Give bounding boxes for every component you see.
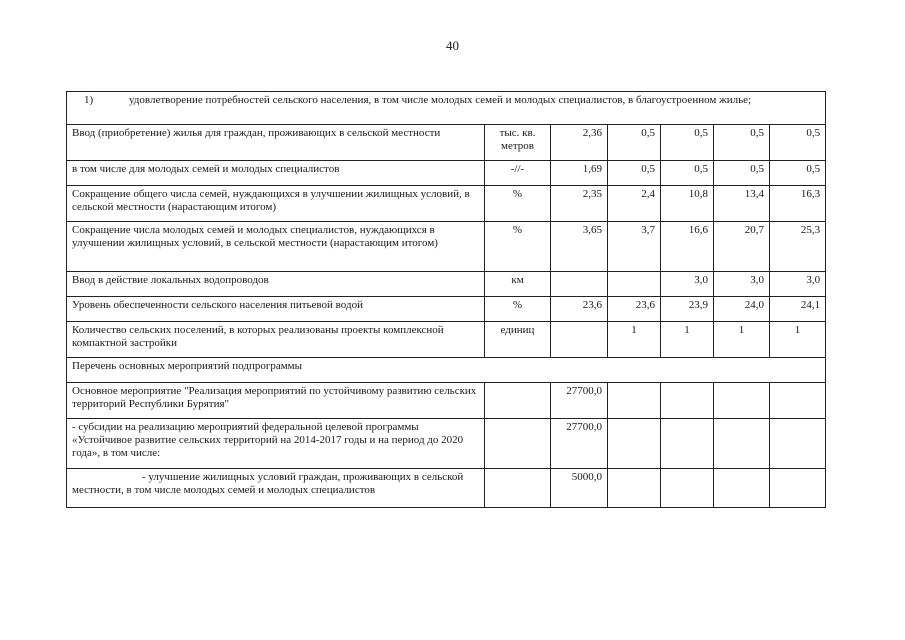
table-row [67, 419, 826, 469]
amount-cell: 5000,0 [551, 469, 608, 508]
indicator-name: в том числе для молодых семей и молодых специалистов [67, 161, 485, 186]
value-cell: 1 [714, 322, 770, 358]
value-cell: 23,9 [661, 297, 714, 322]
goal-row [67, 92, 826, 125]
value-cell: 3,0 [714, 272, 770, 297]
value-cell: 0,5 [661, 161, 714, 186]
value-cell: 20,7 [714, 222, 770, 272]
page-number: 40 [446, 38, 459, 53]
indicator-unit: % [485, 222, 551, 272]
indicator-unit: тыс. кв. метров [485, 125, 551, 161]
empty-cell [770, 419, 826, 469]
table-row [67, 322, 826, 358]
value-cell: 0,5 [770, 161, 826, 186]
amount-cell: 27700,0 [551, 419, 608, 469]
value-cell: 24,1 [770, 297, 826, 322]
goal-text: удовлетворение потребностей сельского населения, в том числе молодых семей и молодых специалистов, в благоустроенном жилье; [129, 94, 752, 106]
table-row [67, 272, 826, 297]
measure-name: - субсидии на реализацию мероприятий федеральной целевой программы «Устойчивое развитие сельских территорий на 2014-2017 годы и на период до 2020 года», в том числе: [67, 419, 485, 469]
measure-name: Основное мероприятие "Реализация мероприятий по устойчивому развитию сельских территорий Республики Бурятия" [67, 383, 485, 419]
indicator-name: Сокращение числа молодых семей и молодых специалистов, нуждающихся в улучшении жилищных условий, в сельской местности (нарастающим итогом) [67, 222, 485, 272]
table-row [67, 469, 826, 508]
empty-cell [770, 469, 826, 508]
empty-cell [661, 419, 714, 469]
empty-cell [485, 419, 551, 469]
value-cell: 1 [661, 322, 714, 358]
indicator-unit: % [485, 297, 551, 322]
empty-cell [770, 383, 826, 419]
amount-cell: 27700,0 [551, 383, 608, 419]
indicator-name: Сокращение общего числа семей, нуждающихся в улучшении жилищных условий, в сельской местности (нарастающим итогом) [67, 186, 485, 222]
value-cell: 23,6 [608, 297, 661, 322]
empty-cell [485, 383, 551, 419]
empty-cell [661, 469, 714, 508]
value-cell: 0,5 [661, 125, 714, 161]
indicator-unit: % [485, 186, 551, 222]
value-cell: 3,65 [551, 222, 608, 272]
value-cell: 0,5 [714, 125, 770, 161]
value-cell: 10,8 [661, 186, 714, 222]
value-cell: 0,5 [714, 161, 770, 186]
goal-cell [67, 92, 826, 125]
value-cell [551, 272, 608, 297]
value-cell: 1 [608, 322, 661, 358]
indicator-name: Ввод в действие локальных водопроводов [67, 272, 485, 297]
table-row [67, 125, 826, 161]
indicator-name: Уровень обеспеченности сельского населения питьевой водой [67, 297, 485, 322]
measure-name: - улучшение жилищных условий граждан, проживающих в сельской местности, в том числе молодых семей и молодых специалистов [72, 471, 464, 496]
empty-cell [714, 419, 770, 469]
value-cell: 23,6 [551, 297, 608, 322]
indicator-unit: -//- [485, 161, 551, 186]
value-cell: 1,69 [551, 161, 608, 186]
measure-cell [67, 469, 485, 508]
value-cell: 0,5 [770, 125, 826, 161]
value-cell: 0,5 [608, 161, 661, 186]
empty-cell [714, 383, 770, 419]
value-cell [551, 322, 608, 358]
value-cell: 3,7 [608, 222, 661, 272]
value-cell [608, 272, 661, 297]
section-title: Перечень основных мероприятий подпрограммы [67, 358, 826, 383]
value-cell: 1 [770, 322, 826, 358]
value-cell: 16,6 [661, 222, 714, 272]
value-cell: 3,0 [661, 272, 714, 297]
empty-cell [608, 383, 661, 419]
value-cell: 0,5 [608, 125, 661, 161]
indicator-name: Количество сельских поселений, в которых реализованы проекты комплексной компактной застройки [67, 322, 485, 358]
empty-cell [608, 419, 661, 469]
value-cell: 13,4 [714, 186, 770, 222]
table-row [67, 161, 826, 186]
indicator-unit: единиц [485, 322, 551, 358]
indicator-name: Ввод (приобретение) жилья для граждан, проживающих в сельской местности [67, 125, 485, 161]
goal-number: 1) [84, 94, 94, 106]
value-cell: 2,35 [551, 186, 608, 222]
indicators-table [66, 91, 826, 508]
table-row [67, 222, 826, 272]
section-row [67, 358, 826, 383]
table-row [67, 297, 826, 322]
table-row [67, 383, 826, 419]
value-cell: 2,36 [551, 125, 608, 161]
table-row [67, 186, 826, 222]
value-cell: 2,4 [608, 186, 661, 222]
empty-cell [608, 469, 661, 508]
value-cell: 25,3 [770, 222, 826, 272]
empty-cell [661, 383, 714, 419]
empty-cell [485, 469, 551, 508]
value-cell: 16,3 [770, 186, 826, 222]
value-cell: 24,0 [714, 297, 770, 322]
empty-cell [714, 469, 770, 508]
indicator-unit: км [485, 272, 551, 297]
value-cell: 3,0 [770, 272, 826, 297]
